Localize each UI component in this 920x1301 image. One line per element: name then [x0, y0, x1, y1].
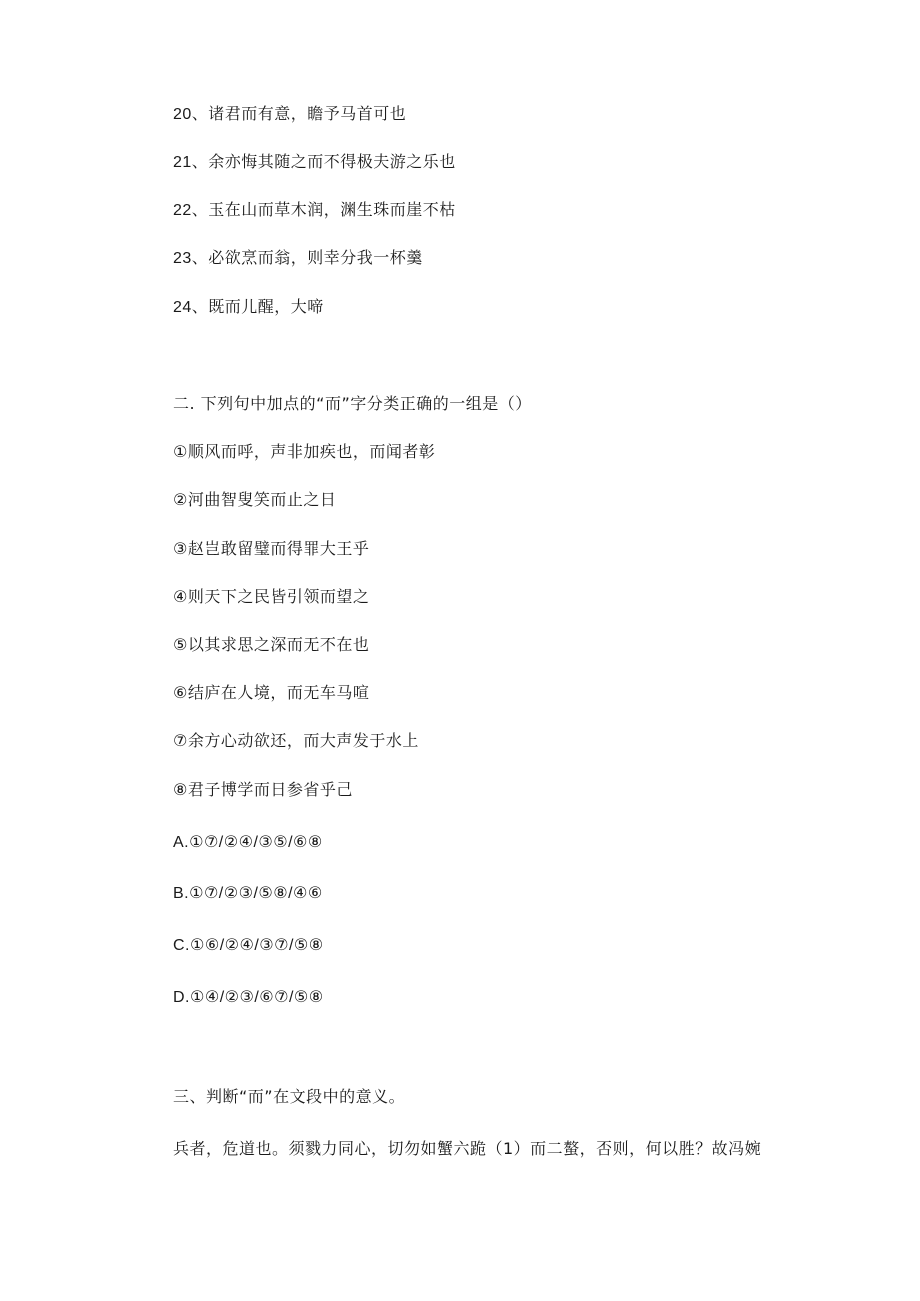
sentence-6: ⑥结庐在人境，而无车马喧: [173, 683, 370, 702]
option-d: D.①④/②③/⑥⑦/⑤⑧: [173, 989, 324, 1006]
item-23: [173, 248, 423, 269]
item-text: 、必欲烹而翁，则幸分我一杯羹: [191, 248, 423, 267]
item-number: 23: [173, 250, 192, 267]
sentence-2: ②河曲智叟笑而止之日: [173, 490, 337, 509]
item-text: 、诸君而有意，瞻予马首可也: [191, 104, 407, 123]
item-24: [173, 297, 324, 318]
item-number: 22: [173, 202, 192, 219]
item-number: 24: [173, 299, 192, 316]
sentence-7: ⑦余方心动欲还，而大声发于水上: [173, 731, 419, 750]
item-number: 21: [173, 154, 192, 171]
item-22: [173, 200, 456, 221]
sentence-5: ⑤以其求思之深而无不在也: [173, 635, 370, 654]
question-heading: 二. 下列句中加点的“而”字分类正确的一组是（）: [173, 394, 532, 413]
sentence-4: ④则天下之民皆引领而望之: [173, 587, 370, 606]
sentence-3: ③赵岂敢留璧而得罪大王乎: [173, 539, 370, 558]
item-20: [173, 104, 406, 125]
option-b: B.①⑦/②③/⑤⑧/④⑥: [173, 885, 323, 902]
sentence-1: ①顺风而呼，声非加疾也，而闻者彰: [173, 442, 436, 461]
section3-heading: 三、判断“而”在文段中的意义。: [173, 1087, 406, 1106]
option-a: A.①⑦/②④/③⑤/⑥⑧: [173, 834, 323, 851]
sentence-8: ⑧君子博学而日参省乎己: [173, 780, 353, 799]
item-text: 、余亦悔其随之而不得极夫游之乐也: [191, 152, 456, 171]
item-21: [173, 152, 456, 173]
section3-paragraph: 兵者，危道也。须戮力同心，切勿如蟹六跪（1）而二螯，否则，何以胜？故冯婉: [173, 1139, 762, 1158]
item-text: 、玉在山而草木润，渊生珠而崖不枯: [191, 200, 456, 219]
option-c: C.①⑥/②④/③⑦/⑤⑧: [173, 937, 324, 954]
item-number: 20: [173, 106, 192, 123]
item-text: 、既而儿醒，大啼: [191, 297, 324, 316]
